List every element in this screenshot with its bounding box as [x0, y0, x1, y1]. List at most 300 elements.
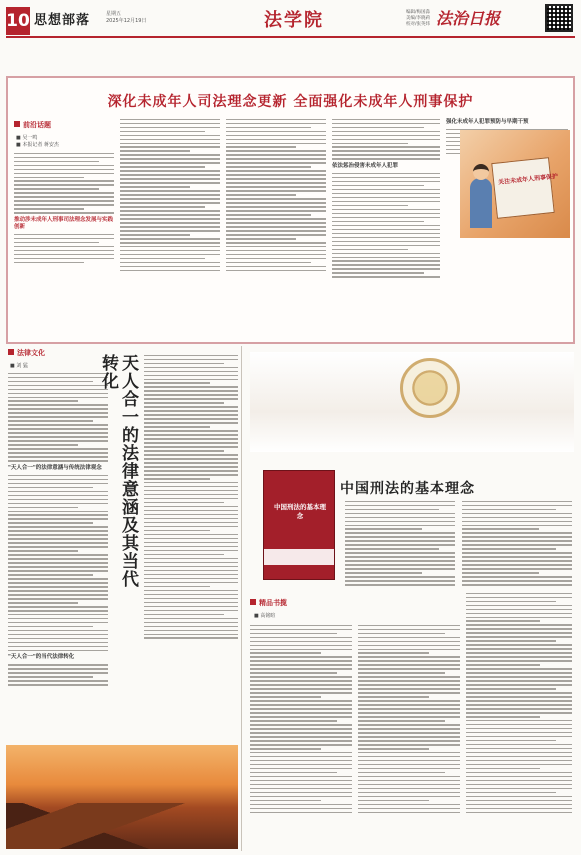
text-line [466, 684, 572, 685]
text-line [250, 776, 352, 777]
text-line [462, 517, 572, 518]
text-line [14, 238, 114, 239]
text-line [250, 676, 352, 677]
issue-weekday: 星期五 [106, 11, 122, 17]
text-line [8, 436, 108, 437]
text-line [358, 668, 460, 669]
text-line [358, 712, 460, 713]
text-line [14, 246, 114, 247]
right-column-top-2 [462, 498, 572, 588]
text-line [144, 446, 238, 447]
text-line [144, 438, 238, 439]
text-line [462, 509, 556, 510]
text-line [144, 490, 238, 491]
text-line [332, 123, 440, 124]
text-line [466, 788, 572, 789]
text-line [144, 518, 238, 519]
text-line [120, 166, 205, 167]
text-line [462, 536, 572, 537]
text-line [358, 752, 460, 753]
text-line [120, 131, 205, 132]
text-line [14, 165, 114, 166]
text-line [226, 194, 296, 195]
text-line [8, 428, 108, 429]
text-line [462, 572, 539, 573]
text-line [345, 564, 455, 565]
text-line [8, 566, 108, 567]
text-line [466, 656, 572, 657]
text-line [144, 602, 238, 603]
top-article-reporter: ■ 本报记者 蒋安杰 [16, 142, 59, 148]
text-line [345, 572, 422, 573]
text-line [462, 580, 572, 581]
text-line [14, 200, 114, 201]
text-line [466, 708, 572, 709]
text-line [332, 241, 440, 242]
text-line [144, 486, 238, 487]
text-line [144, 482, 238, 483]
text-line [226, 190, 326, 191]
text-line [250, 652, 321, 653]
text-line [358, 716, 460, 717]
text-line [144, 506, 238, 507]
text-line [8, 377, 108, 378]
text-line [250, 692, 352, 693]
text-line [250, 728, 352, 729]
text-line [466, 640, 556, 641]
text-line [226, 222, 326, 223]
text-line [120, 119, 220, 120]
top-article-kicker: 前沿话题 [14, 120, 51, 130]
text-line [120, 226, 220, 227]
text-line [250, 629, 352, 630]
text-line [466, 780, 572, 781]
text-line [345, 544, 455, 545]
header-rule [6, 36, 575, 38]
text-line [226, 270, 326, 271]
text-line [226, 214, 311, 215]
text-line [120, 250, 220, 251]
text-line [332, 264, 440, 265]
text-line [466, 624, 572, 625]
text-line [14, 180, 114, 181]
text-line [466, 692, 572, 693]
text-line [358, 732, 460, 733]
text-line [144, 498, 238, 499]
text-line [8, 514, 108, 515]
text-line [250, 788, 352, 789]
text-line [358, 780, 460, 781]
child-figure [470, 178, 492, 228]
text-line [466, 792, 556, 793]
text-line [8, 381, 93, 382]
text-line [250, 808, 352, 809]
text-line [466, 764, 572, 765]
text-line [332, 205, 408, 206]
text-line [358, 680, 460, 681]
text-line [226, 250, 326, 251]
text-line [466, 712, 572, 713]
text-line [14, 184, 114, 185]
text-line [120, 178, 220, 179]
text-line [8, 385, 108, 386]
text-line [250, 804, 352, 805]
text-line [8, 483, 108, 484]
text-line [144, 359, 238, 360]
text-line [120, 242, 220, 243]
text-line [144, 379, 238, 380]
text-line [466, 732, 572, 733]
text-line [144, 474, 238, 475]
text-line [226, 230, 326, 231]
text-line [466, 804, 572, 805]
text-line [358, 736, 460, 737]
text-line [144, 554, 224, 555]
text-line [462, 505, 572, 506]
text-line [144, 586, 210, 587]
text-line [120, 258, 205, 259]
text-line [462, 552, 572, 553]
newspaper-logo: 法治日报 [436, 9, 501, 28]
text-line [8, 668, 108, 669]
text-line [144, 363, 224, 364]
text-line [332, 237, 440, 238]
text-line [226, 210, 326, 211]
text-line [8, 412, 108, 413]
top-subhead-2: 依法惩治侵害未成年人犯罪 [332, 162, 399, 169]
column-title: 法学院 [264, 10, 324, 31]
text-line [466, 605, 572, 606]
text-line [466, 800, 572, 801]
text-line [226, 246, 326, 247]
text-line [466, 620, 540, 621]
text-line [332, 177, 440, 178]
text-line [332, 131, 440, 132]
text-line [226, 150, 326, 151]
text-line [144, 530, 210, 531]
text-line [8, 511, 108, 512]
text-line [144, 390, 238, 391]
text-line [462, 521, 572, 522]
text-line [358, 625, 460, 626]
text-line [345, 528, 422, 529]
text-line [466, 768, 540, 769]
text-line [14, 204, 114, 205]
text-line [332, 272, 424, 273]
text-line [144, 410, 238, 411]
text-line [358, 756, 460, 757]
text-line [332, 257, 440, 258]
text-line [144, 478, 210, 479]
text-line [8, 400, 78, 401]
text-line [8, 542, 108, 543]
text-line [462, 568, 572, 569]
text-line [332, 276, 440, 277]
text-line [8, 614, 108, 615]
text-line [250, 716, 352, 717]
text-line [120, 262, 220, 263]
text-line [120, 234, 190, 235]
text-line [250, 724, 352, 725]
text-line [358, 720, 445, 721]
text-line [226, 123, 326, 124]
text-line [226, 266, 326, 267]
text-line [332, 139, 440, 140]
text-line [250, 688, 352, 689]
text-line [466, 617, 572, 618]
text-line [466, 628, 572, 629]
text-line [226, 206, 326, 207]
text-line [332, 146, 440, 147]
top-illustration [460, 130, 570, 238]
text-line [358, 641, 460, 642]
text-line [358, 664, 460, 665]
text-line [8, 526, 108, 527]
text-line [8, 680, 108, 681]
text-line [358, 784, 460, 785]
text-line [332, 197, 440, 198]
page-number: 10 [6, 7, 30, 35]
text-line [144, 442, 238, 443]
text-line [144, 637, 238, 638]
text-line [120, 214, 220, 215]
text-line [332, 193, 440, 194]
text-line [358, 645, 460, 646]
text-line [466, 636, 572, 637]
text-line [332, 249, 408, 250]
issue-date: 2025年12月19日 [106, 18, 147, 24]
text-line [144, 418, 238, 419]
text-line [120, 190, 220, 191]
text-line [250, 664, 352, 665]
text-line [226, 174, 326, 175]
text-line [14, 169, 114, 170]
text-line [8, 618, 108, 619]
text-line [8, 503, 108, 504]
text-line [332, 233, 440, 234]
left-article-author: ■ 刘 猛 [10, 363, 28, 369]
left-vertical-title: 天人合一的法律意涵及其当代转化 [98, 354, 138, 588]
text-line [462, 544, 572, 545]
text-line [144, 594, 238, 595]
text-line [226, 135, 326, 136]
text-line [466, 720, 572, 721]
text-line [144, 355, 238, 356]
text-line [8, 676, 93, 677]
text-line [250, 784, 352, 785]
text-line [8, 404, 108, 405]
text-line [226, 143, 326, 144]
text-line [358, 748, 429, 749]
text-line [358, 652, 429, 653]
text-line [358, 804, 460, 805]
text-line [8, 634, 108, 635]
proofreader-credit: 校对/张英炜 [406, 22, 431, 27]
text-line [8, 684, 108, 685]
text-line [226, 242, 326, 243]
text-line [144, 546, 238, 547]
designer-credit: 美编/李晓莉 [406, 16, 431, 21]
text-line [466, 696, 572, 697]
text-line [144, 590, 238, 591]
text-line [358, 708, 460, 709]
text-line [226, 182, 326, 183]
text-line [345, 540, 455, 541]
text-line [250, 740, 352, 741]
text-line [144, 462, 238, 463]
text-line [466, 688, 556, 689]
illustration-caption: 关注未成年人刑事保护 [497, 172, 559, 187]
text-line [8, 479, 108, 480]
text-line [8, 397, 108, 398]
text-line [332, 268, 440, 269]
text-line [8, 373, 108, 374]
text-line [8, 522, 93, 523]
text-line [358, 776, 460, 777]
text-line [358, 796, 460, 797]
text-line [332, 158, 440, 159]
text-line [144, 630, 238, 631]
text-line [358, 672, 445, 673]
text-line [14, 258, 114, 259]
text-line [120, 127, 220, 128]
text-line [120, 222, 220, 223]
text-line [466, 752, 572, 753]
text-line [144, 542, 238, 543]
text-line [8, 558, 108, 559]
national-emblem-icon [400, 358, 460, 418]
text-line [120, 254, 220, 255]
text-line [144, 558, 238, 559]
text-line [120, 194, 220, 195]
text-line [250, 752, 352, 753]
text-line [332, 260, 440, 261]
text-line [358, 700, 460, 701]
text-line [144, 434, 238, 435]
text-line [250, 637, 352, 638]
text-line [462, 513, 572, 514]
text-line [144, 534, 238, 535]
book-cover-title: 中国刑法的基本理念 [274, 503, 326, 520]
text-line [120, 206, 205, 207]
text-line [345, 509, 439, 510]
text-line [250, 720, 337, 721]
text-line [144, 622, 238, 623]
text-line [226, 139, 326, 140]
text-line [250, 645, 352, 646]
text-line [14, 208, 84, 209]
text-line [120, 154, 220, 155]
text-line [226, 119, 326, 120]
text-line [358, 660, 460, 661]
text-line [144, 398, 238, 399]
text-line [345, 513, 455, 514]
text-line [358, 696, 429, 697]
text-line [8, 389, 108, 390]
text-line [8, 638, 108, 639]
text-line [466, 808, 572, 809]
text-line [14, 177, 84, 178]
text-line [358, 637, 460, 638]
text-line [250, 625, 352, 626]
text-line [462, 528, 539, 529]
text-line [14, 242, 99, 243]
text-line [332, 245, 440, 246]
text-line [332, 209, 440, 210]
text-line [120, 198, 220, 199]
text-line [144, 610, 238, 611]
text-line [332, 185, 424, 186]
text-line [250, 748, 321, 749]
text-line [144, 510, 238, 511]
text-line [250, 800, 321, 801]
text-line [462, 540, 572, 541]
text-line [120, 146, 220, 147]
text-line [8, 582, 108, 583]
text-line [345, 556, 455, 557]
text-line [8, 598, 108, 599]
text-line [8, 534, 108, 535]
text-line [120, 158, 220, 159]
text-line [8, 530, 108, 531]
text-line [144, 614, 224, 615]
text-line [462, 532, 572, 533]
text-line [144, 522, 238, 523]
text-line [120, 246, 220, 247]
text-line [332, 221, 424, 222]
text-line [332, 253, 440, 254]
right-article-kicker: 精品书揽 [250, 598, 287, 608]
text-line [8, 646, 108, 647]
text-line [466, 812, 572, 813]
text-line [250, 672, 337, 673]
text-line [345, 532, 455, 533]
text-line [144, 562, 238, 563]
text-line [8, 518, 108, 519]
text-line [466, 593, 572, 594]
text-line [144, 470, 238, 471]
text-line [8, 586, 108, 587]
text-line [250, 641, 352, 642]
text-line [358, 724, 460, 725]
text-line [358, 744, 460, 745]
top-column-4 [332, 116, 440, 280]
text-line [466, 652, 572, 653]
text-line [466, 700, 572, 701]
text-line [8, 550, 78, 551]
text-line [14, 188, 99, 189]
text-line [466, 796, 572, 797]
text-line [358, 676, 460, 677]
text-line [332, 135, 440, 136]
text-line [8, 393, 108, 394]
text-line [466, 776, 572, 777]
text-line [250, 768, 352, 769]
text-line [226, 170, 326, 171]
text-line [120, 218, 220, 219]
text-line [14, 173, 114, 174]
text-line [358, 788, 460, 789]
text-line [226, 158, 326, 159]
text-line [466, 648, 572, 649]
text-line [144, 367, 238, 368]
text-line [144, 574, 238, 575]
text-line [8, 590, 108, 591]
text-line [8, 606, 108, 607]
text-line [358, 649, 460, 650]
text-line [466, 748, 572, 749]
text-line [144, 458, 238, 459]
